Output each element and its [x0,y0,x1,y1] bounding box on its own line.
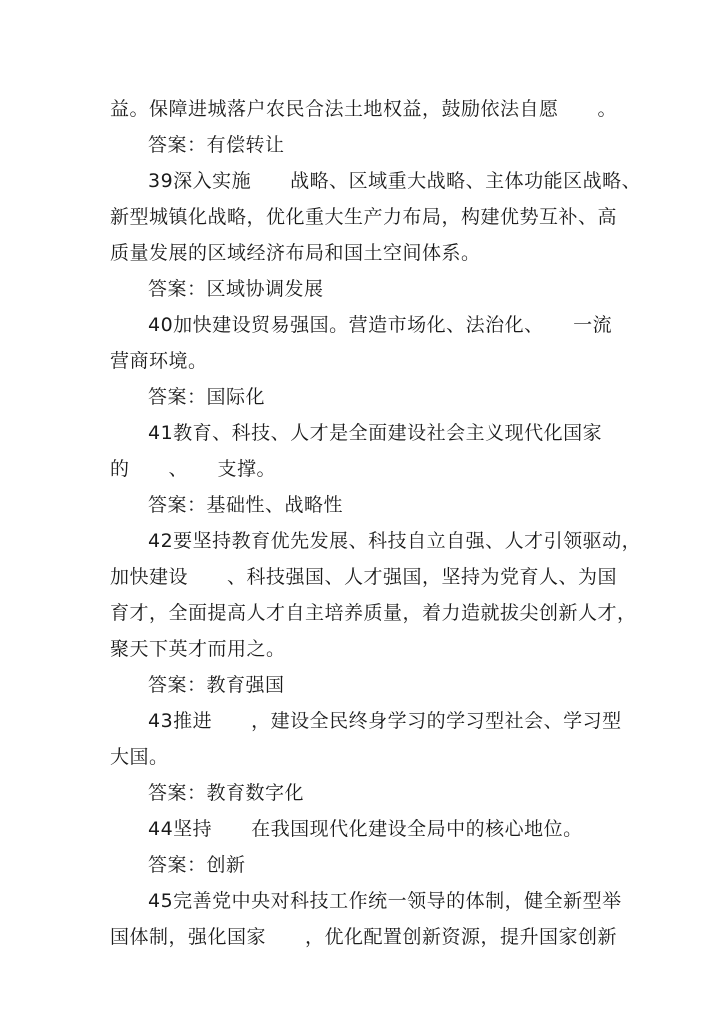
answer-line: 答案：区域协调发展 [148,278,324,300]
answer-line: 答案：创新 [148,854,246,876]
text-line: 聚天下英才而用之。 [110,638,286,660]
text-line: 新型城镇化战略，优化重大生产力布局，构建优势互补、高 [110,206,618,228]
text-line: 加快建设 、科技强国、人才强国，坚持为党育人、为国 [110,566,618,588]
text-line: 营商环境。 [110,350,208,372]
question-line: 44坚持 在我国现代化建设全局中的核心地位。 [148,818,583,840]
question-line: 40加快建设贸易强国。营造市场化、法治化、 一流 [148,314,613,336]
answer-line: 答案：教育强国 [148,674,285,696]
answer-line: 答案：教育数字化 [148,782,305,804]
question-line: 45完善党中央对科技工作统一领导的体制，健全新型举 [148,890,622,912]
text-line: 育才，全面提高人才自主培养质量，着力造就拔尖创新人才， [110,602,637,624]
text-line: 益。保障进城落户农民合法土地权益，鼓励依法自愿 。 [110,98,618,120]
question-line: 42要坚持教育优先发展、科技自立自强、人才引领驱动， [148,530,642,552]
answer-line: 答案：有偿转让 [148,134,285,156]
question-line: 41教育、科技、人才是全面建设社会主义现代化国家 [148,422,603,444]
answer-line: 答案：基础性、战略性 [148,494,344,516]
text-line: 大国。 [110,746,169,768]
text-line: 质量发展的区域经济布局和国土空间体系。 [110,242,481,264]
text-line: 的 、 支撑。 [110,458,277,480]
question-line: 43推进 ，建设全民终身学习的学习型社会、学习型 [148,710,622,732]
answer-line: 答案：国际化 [148,386,266,408]
text-line: 国体制，强化国家 ，优化配置创新资源，提升国家创新 [110,926,618,948]
question-line: 39深入实施 战略、区域重大战略、主体功能区战略、 [148,170,642,192]
